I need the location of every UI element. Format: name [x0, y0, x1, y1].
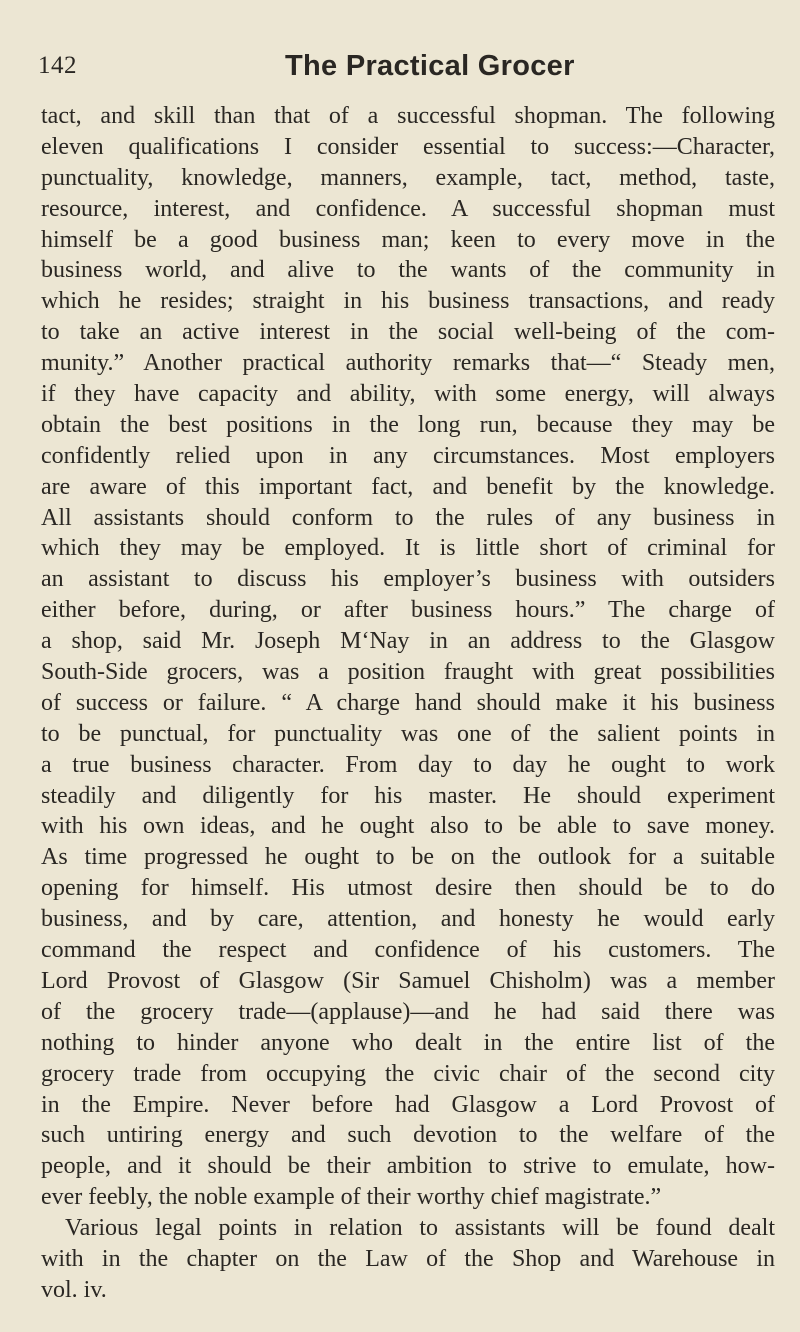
text-line: which they may be employed. It is little short of criminal for	[41, 535, 775, 562]
text-line: steadily and diligently for his master. He should experiment	[41, 782, 775, 809]
text-line: resource, interest, and confidence. A successful shopman must	[41, 195, 775, 222]
text-line: himself be a good business man; keen to every move in the	[41, 226, 775, 253]
text-line: opening for himself. His utmost desire then should be to do	[41, 875, 775, 902]
text-line: of success or failure. “ A charge hand should make it his business	[41, 689, 775, 716]
text-line: to take an active interest in the social well-being of the com-	[41, 319, 775, 346]
text-line: All assistants should conform to the rules of any business in	[41, 504, 775, 531]
text-line: nothing to hinder anyone who dealt in the entire list of the	[41, 1029, 775, 1056]
text-line: of the grocery trade—(applause)—and he had said there was	[41, 998, 775, 1025]
text-line: Lord Provost of Glasgow (Sir Samuel Chisholm) was a member	[41, 967, 775, 994]
text-line: As time progressed he ought to be on the outlook for a suitable	[41, 844, 775, 871]
running-head	[38, 50, 778, 90]
text-line: South-Side grocers, was a position fraught with great possibilities	[41, 659, 775, 686]
text-line: punctuality, knowledge, manners, example, tact, method, taste,	[41, 164, 775, 191]
text-line: munity.” Another practical authority remarks that—“ Steady men,	[41, 350, 775, 377]
text-line: grocery trade from occupying the civic chair of the second city	[41, 1060, 775, 1087]
text-line: ever feebly, the noble example of their worthy chief magistrate.”	[41, 1184, 662, 1211]
text-line: tact, and skill than that of a successful shopman. The following	[41, 103, 775, 129]
text-line: to be punctual, for punctuality was one of the salient points in	[41, 720, 775, 747]
text-line: confidently relied upon in any circumstances. Most employers	[41, 442, 775, 469]
text-line: an assistant to discuss his employer’s business with outsiders	[41, 566, 775, 593]
text-line: such untiring energy and such devotion to the welfare of the	[41, 1122, 775, 1149]
text-line: a true business character. From day to day he ought to work	[41, 751, 775, 778]
body-text	[41, 101, 775, 1306]
text-line: Various legal points in relation to assistants will be found dealt	[65, 1215, 775, 1242]
text-line: with his own ideas, and he ought also to be able to save money.	[41, 813, 775, 840]
text-line: business, and by care, attention, and honesty he would early	[41, 906, 775, 933]
page-number: 142	[38, 52, 77, 79]
text-line: vol. iv.	[41, 1276, 107, 1303]
text-line: if they have capacity and ability, with some energy, will always	[41, 381, 775, 408]
text-line: people, and it should be their ambition to strive to emulate, how-	[41, 1153, 775, 1180]
text-line: a shop, said Mr. Joseph M‘Nay in an address to the Glasgow	[41, 628, 775, 655]
text-line: eleven qualifications I consider essential to success:—Character,	[41, 133, 775, 160]
running-title: The Practical Grocer	[285, 50, 575, 82]
text-line: either before, during, or after business hours.” The charge of	[41, 597, 775, 624]
text-line: with in the chapter on the Law of the Shop and Warehouse in	[41, 1245, 775, 1272]
text-line: in the Empire. Never before had Glasgow a Lord Provost of	[41, 1091, 775, 1118]
text-line: which he resides; straight in his business transactions, and ready	[41, 288, 775, 315]
text-line: are aware of this important fact, and benefit by the knowledge.	[41, 473, 775, 500]
text-line: obtain the best positions in the long run, because they may be	[41, 411, 775, 438]
text-line: business world, and alive to the wants of the community in	[41, 257, 775, 284]
text-line: command the respect and confidence of his customers. The	[41, 937, 775, 964]
